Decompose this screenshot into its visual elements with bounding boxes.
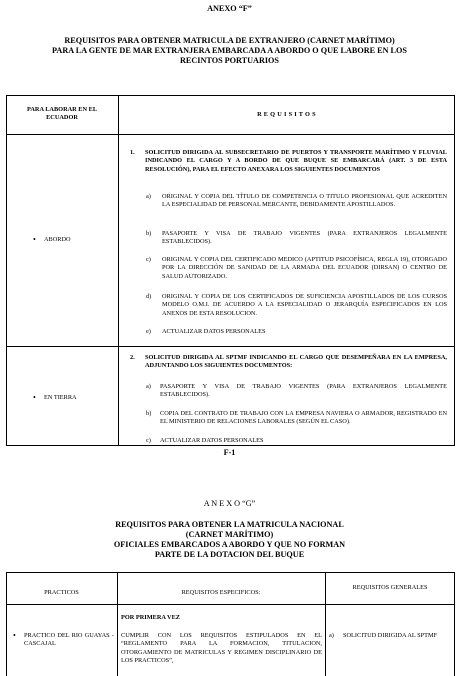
annex-g-title: A N E X O “G” (203, 499, 256, 508)
req-1-number: 1. (130, 149, 135, 156)
g-header-generales: REQUISITOS GENERALES (352, 584, 428, 591)
col-header-requisitos: R E Q U I S I T O S (257, 111, 316, 118)
annex-f-heading-line2: PARA LA GENTE DE MAR EXTRANJERA EMBARCADA A ABORDO O QUE LABORE EN LOS (52, 46, 407, 55)
row-label-en-tierra: • EN TIERRA (44, 394, 77, 402)
req-2b-text: COPIA DEL CONTRATO DE TRABAJO CON LA EMPRESA NAVIERA O ARMADOR, REGISTRADO EN EL MINISTERIO DE RELACIONES LABORALES (SEGÚN EL CASO). (160, 410, 447, 426)
req-1e-key: e) (146, 328, 151, 335)
annex-g-heading-line1: REQUISITOS PARA OBTENER LA MATRICULA NACIONAL (115, 520, 344, 529)
g-row-label: • PRACTICO DEL RIO GUAYAS - CASCAJAL (24, 632, 114, 649)
req-2c-key: c) (146, 437, 151, 444)
req-1e-text: ACTUALIZAR DATOS PERSONALES (162, 328, 266, 335)
req-2a-text: PASAPORTE Y VISA DE TRABAJO VIGENTES (PARA EXTRANJEROS LEGALMENTE ESTABLECIDOS). (160, 383, 447, 399)
col-header-ecuador: PARA LABORAR EN EL ECUADOR (26, 106, 98, 122)
req-1b-key: b) (146, 230, 152, 237)
req-2-number: 2. (130, 354, 135, 361)
annex-f-heading-line1: REQUISITOS PARA OBTENER MATRICULA DE EXTRANJERO (CARNET MARÍTIMO) (64, 36, 395, 45)
annex-f-heading-line3: RECINTOS PORTUARIOS (180, 56, 279, 65)
g-general-key: a) (329, 632, 334, 639)
g-header-especificos: REQUISITOS ESPECIFICOS: (181, 589, 261, 596)
annex-g-heading-line2: (CARNET MARÍTIMO) (185, 530, 274, 539)
g-general: SOLICITUD DIRIGIDA AL SPTMF (343, 632, 438, 639)
req-1d-text: ORIGINAL Y COPIA DE LOS CERTIFICADOS DE SUFICIENCIA APOSTILLADOS DE LOS CURSOS MODELO O.M.I. DE ACUERDO A LA ESPECIALIDAD O JERARQUÍA ESPECIFICADOS EN LOS ANEXOS DE ESTA RESOLUCION. (162, 293, 447, 317)
annex-g-heading-line4: PARTE DE LA DOTACION DEL BUQUE (154, 550, 305, 559)
req-1c-text: ORIGINAL Y COPIA DEL CERTIFICADO MEDICO (APTITUD PSICOFÍSICA, REGLA 19), OTORGADO POR LA DIRECCIÓN DE SANIDAD DE LA ARMADA DEL ECUADOR (DIRSAN) O CENTRO DE SALUD AUTORIZADO. (162, 256, 447, 280)
req-1d-key: d) (146, 293, 152, 300)
req-2-main: SOLICITUD DIRIGIDA AL SPTMF INDICANDO EL CARGO QUE DESEMPEÑARA EN LA EMPRESA, ADJUNTANDO LOS SIGUIENTES DOCUMENTOS: (145, 354, 447, 370)
req-2b-key: b) (146, 410, 152, 417)
annex-f-title: ANEXO “F” (207, 4, 252, 13)
req-1c-key: c) (146, 256, 151, 263)
page-number: F-1 (223, 448, 236, 457)
req-1b-text: PASAPORTE Y VISA DE TRABAJO VIGENTES (PARA EXTRANJEROS LEGALMENTE ESTABLECIDOS). (162, 230, 447, 246)
req-1-main: SOLICITUD DIRIGIDA AL SUBSECRETARIO DE PUERTOS Y TRANSPORTE MARÍTIMO Y FLUVIAL INDICANDO EL CARGO Y A BORDO DE QUE BUQUE SE EMBARCARÁ (ART. 3 DE ESTA RESOLUCIÓN), PARA EL EFECTO ANEXARA LOS SIGUIENTES DOCUMENTOS (145, 149, 447, 173)
req-1a-key: a) (146, 193, 151, 200)
req-1a-text: ORIGINAL Y COPIA DEL TÍTULO DE COMPETENCIA O TITULO PROFESIONAL QUE ACREDITEN LA ESPECIALIDAD DE PERSONAL MERCANTE, DEBIDAMENTE APOSTILLADOS. (162, 193, 447, 209)
annex-g-heading-line3: OFICIALES EMBARCADOS A ABORDO Y QUE NO FORMAN (113, 540, 346, 549)
req-2a-key: a) (146, 383, 151, 390)
row-label-abordo: • ABORDO (44, 236, 71, 244)
g-first-time: POR PRIMERA VEZ (121, 614, 181, 621)
g-specific: CUMPLIR CON LOS REQUISITOS ESTIPULADOS EN EL “REGLAMENTO PARA LA FORMACION, TITULACION, OTORGAMIENTO DE MATRICULAS Y REGIMEN DISCIPLINARIO DE LOS PRACTICOS”, (121, 632, 322, 664)
g-header-practicos: PRACTICOS (44, 589, 79, 596)
req-2c-text: ACTUALIZAR DATOS PERSONALES (160, 437, 264, 444)
